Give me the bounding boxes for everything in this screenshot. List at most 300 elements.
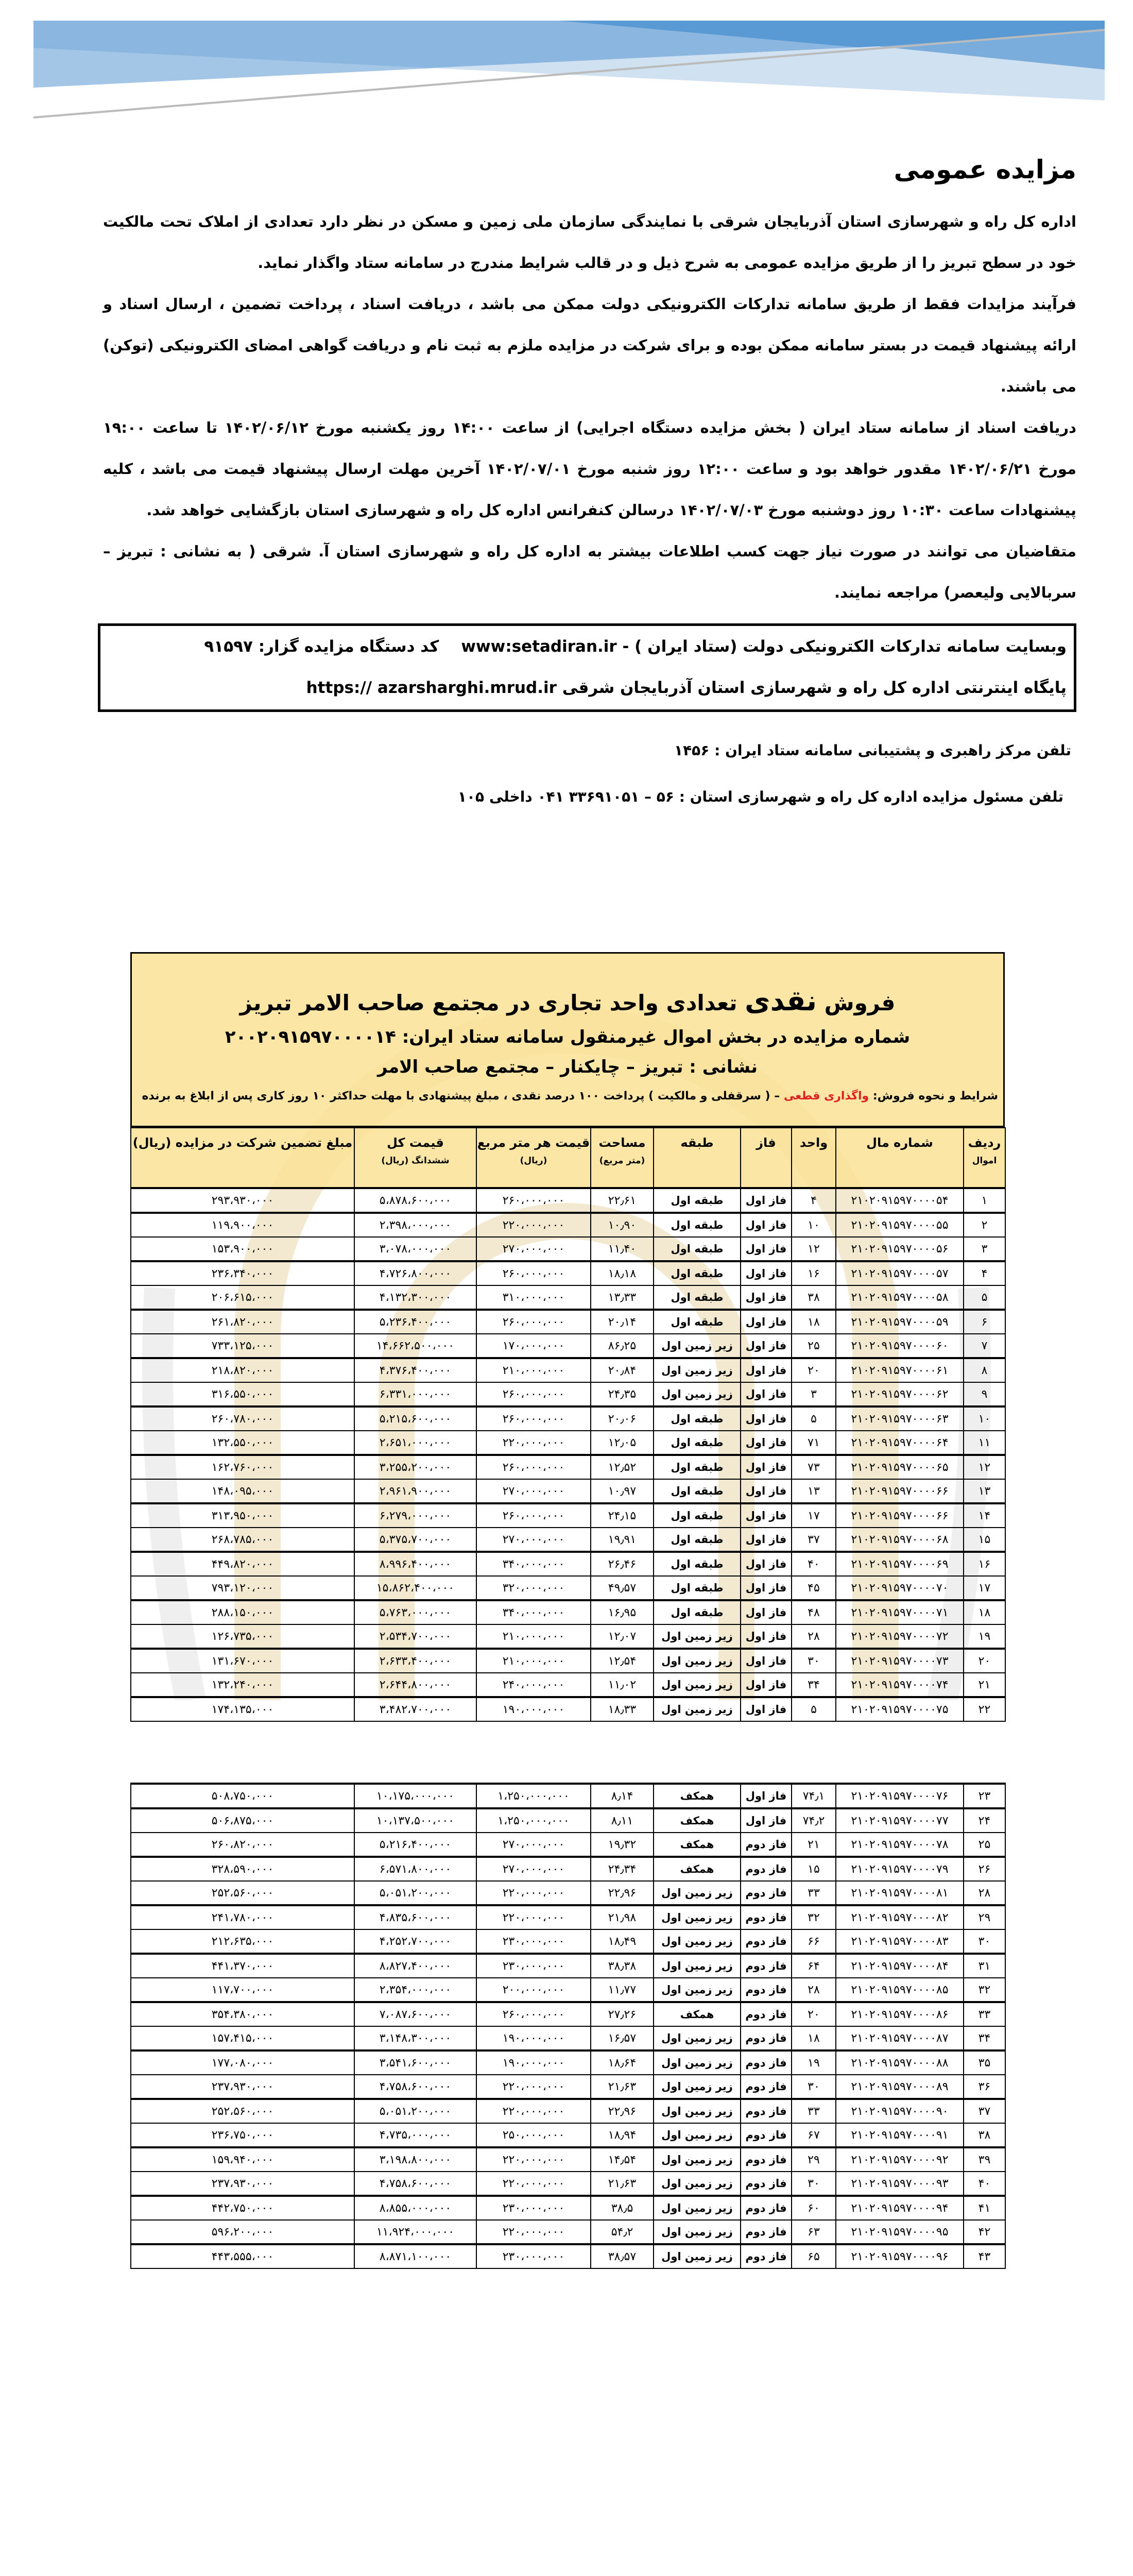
- cell-guarantee-amount: ۱۶۲،۷۶۰،۰۰۰: [131, 1455, 354, 1479]
- cell-price-per-sqm: ۲۱۰،۰۰۰،۰۰۰: [476, 1624, 591, 1649]
- table-title-block: [130, 952, 1005, 1127]
- cell-total-price: ۷،۰۸۷،۶۰۰،۰۰۰: [354, 2002, 476, 2026]
- cell-row-number: ۳۹: [964, 2147, 1005, 2172]
- cell-floor: زیر زمین اول: [654, 1382, 741, 1406]
- table-row: [131, 2075, 1005, 2099]
- cell-phase: فاز اول: [741, 1285, 792, 1310]
- cell-guarantee-amount: ۱۵۷،۴۱۵،۰۰۰: [131, 2026, 354, 2050]
- cell-unit: ۱۰: [792, 1213, 836, 1237]
- cell-total-price: ۴،۷۵۸،۶۰۰،۰۰۰: [354, 2075, 476, 2099]
- cell-unit: ۱۸: [792, 2026, 836, 2050]
- cell-area: ۱۶٫۹۵: [591, 1600, 654, 1624]
- cell-property-number: ۲۱۰۲۰۹۱۵۹۷۰۰۰۰۹۱: [836, 2123, 964, 2147]
- cell-floor: همکف: [654, 1833, 741, 1857]
- cell-row-number: ۱۰: [964, 1406, 1005, 1431]
- cell-phase: فاز دوم: [741, 2196, 792, 2220]
- cell-property-number: ۲۱۰۲۰۹۱۵۹۷۰۰۰۰۶۶: [836, 1503, 964, 1528]
- cell-phase: فاز دوم: [741, 1833, 792, 1857]
- setad-website-line: [108, 626, 1067, 667]
- cell-floor: زیر زمین اول: [654, 2244, 741, 2268]
- cell-property-number: ۲۱۰۲۰۹۱۵۹۷۰۰۰۰۵۶: [836, 1237, 964, 1261]
- cell-area: ۲۴٫۱۵: [591, 1503, 654, 1528]
- table-row: [131, 1673, 1005, 1697]
- cell-property-number: ۲۱۰۲۰۹۱۵۹۷۰۰۰۰۷۶: [836, 1784, 964, 1808]
- cell-area: ۱۱٫۴۰: [591, 1237, 654, 1261]
- cell-property-number: ۲۱۰۲۰۹۱۵۹۷۰۰۰۰۹۲: [836, 2147, 964, 2172]
- cell-guarantee-amount: ۷۳۳،۱۲۵،۰۰۰: [131, 1334, 354, 1358]
- cell-unit: ۳۳: [792, 2099, 836, 2123]
- cell-area: ۲۱٫۹۸: [591, 1905, 654, 1929]
- cell-price-per-sqm: ۲۷۰،۰۰۰،۰۰۰: [476, 1528, 591, 1552]
- table-row: [131, 2050, 1005, 2075]
- cell-phase: فاز اول: [741, 1237, 792, 1261]
- cell-unit: ۱۶: [792, 1261, 836, 1285]
- cell-row-number: ۳۳: [964, 2002, 1005, 2026]
- body-text: [103, 201, 1076, 807]
- cell-row-number: ۱۲: [964, 1455, 1005, 1479]
- table-row: [131, 1382, 1005, 1406]
- cell-price-per-sqm: ۱،۲۵۰،۰۰۰،۰۰۰: [476, 1808, 591, 1833]
- cell-unit: ۲۸: [792, 1978, 836, 2002]
- cell-floor: زیر زمین اول: [654, 2123, 741, 2147]
- cell-property-number: ۲۱۰۲۰۹۱۵۹۷۰۰۰۰۶۵: [836, 1455, 964, 1479]
- cell-property-number: ۲۱۰۲۰۹۱۵۹۷۰۰۰۰۸۴: [836, 1954, 964, 1978]
- cell-unit: ۲۸: [792, 1624, 836, 1649]
- cell-guarantee-amount: ۴۴۲،۷۵۰،۰۰۰: [131, 2196, 354, 2220]
- cell-price-per-sqm: ۲۴۰،۰۰۰،۰۰۰: [476, 1673, 591, 1697]
- portal-website-line: [108, 667, 1067, 708]
- cell-area: ۱۱٫۰۲: [591, 1673, 654, 1697]
- cell-price-per-sqm: ۱۹۰،۰۰۰،۰۰۰: [476, 1697, 591, 1721]
- auction-table-1: [130, 952, 1005, 1722]
- cell-guarantee-amount: ۲۵۲،۵۶۰،۰۰۰: [131, 1881, 354, 1905]
- cell-total-price: ۱۱،۹۲۴،۰۰۰،۰۰۰: [354, 2220, 476, 2244]
- cell-floor: زیر زمین اول: [654, 1929, 741, 1954]
- auction-officer-phone: تلفن مسئول مزایده اداره کل راه و شهرسازی استان : ۵۶ – ۳۳۶۹۱۰۵۱ ۰۴۱ داخلی ۱۰۵: [457, 788, 1063, 805]
- cell-area: ۱۳٫۳۳: [591, 1285, 654, 1310]
- cell-phase: فاز دوم: [741, 2147, 792, 2172]
- cell-area: ۱۲٫۵۴: [591, 1649, 654, 1673]
- cell-total-price: ۸،۸۵۵،۰۰۰،۰۰۰: [354, 2196, 476, 2220]
- cell-total-price: ۴،۱۳۲،۳۰۰،۰۰۰: [354, 1285, 476, 1310]
- cell-property-number: ۲۱۰۲۰۹۱۵۹۷۰۰۰۰۵۷: [836, 1261, 964, 1285]
- cell-phase: فاز دوم: [741, 2050, 792, 2075]
- cell-row-number: ۲۴: [964, 1808, 1005, 1833]
- cell-row-number: ۳: [964, 1237, 1005, 1261]
- cell-area: ۲۲٫۹۶: [591, 1881, 654, 1905]
- cell-floor: زیر زمین اول: [654, 1905, 741, 1929]
- table-row: [131, 1528, 1005, 1552]
- cell-price-per-sqm: ۲۳۰،۰۰۰،۰۰۰: [476, 2196, 591, 2220]
- cell-floor: طبقه اول: [654, 1552, 741, 1576]
- cell-area: ۱۲٫۰۵: [591, 1431, 654, 1455]
- cell-price-per-sqm: ۳۱۰،۰۰۰،۰۰۰: [476, 1285, 591, 1310]
- cell-unit: ۲۹: [792, 2147, 836, 2172]
- table-row: [131, 1576, 1005, 1600]
- cell-guarantee-amount: ۱۱۹،۹۰۰،۰۰۰: [131, 1213, 354, 1237]
- table-row: [131, 1358, 1005, 1382]
- cell-guarantee-amount: ۲۵۲،۵۶۰،۰۰۰: [131, 2099, 354, 2123]
- cell-unit: ۴۸: [792, 1600, 836, 1624]
- cell-row-number: ۲۸: [964, 1881, 1005, 1905]
- cell-property-number: ۲۱۰۲۰۹۱۵۹۷۰۰۰۰۷۳: [836, 1649, 964, 1673]
- cell-price-per-sqm: ۲۲۰،۰۰۰،۰۰۰: [476, 1881, 591, 1905]
- cell-phase: فاز اول: [741, 1310, 792, 1334]
- cell-price-per-sqm: ۲۶۰،۰۰۰،۰۰۰: [476, 1310, 591, 1334]
- cell-guarantee-amount: ۲۳۶،۷۵۰،۰۰۰: [131, 2123, 354, 2147]
- cell-area: ۲۶٫۴۶: [591, 1552, 654, 1576]
- cell-price-per-sqm: ۲۲۰،۰۰۰،۰۰۰: [476, 1431, 591, 1455]
- cell-phase: فاز دوم: [741, 2026, 792, 2050]
- cell-total-price: ۳،۵۴۱،۶۰۰،۰۰۰: [354, 2050, 476, 2075]
- cell-floor: طبقه اول: [654, 1528, 741, 1552]
- cell-price-per-sqm: ۱۹۰،۰۰۰،۰۰۰: [476, 2026, 591, 2050]
- table-row: [131, 1624, 1005, 1649]
- cell-guarantee-amount: ۲۴۱،۷۸۰،۰۰۰: [131, 1905, 354, 1929]
- cell-floor: طبقه اول: [654, 1576, 741, 1600]
- cell-unit: ۳۷: [792, 1528, 836, 1552]
- cell-phase: فاز اول: [741, 1528, 792, 1552]
- cell-floor: زیر زمین اول: [654, 1954, 741, 1978]
- cell-area: ۸٫۱۴: [591, 1784, 654, 1808]
- cell-price-per-sqm: ۲۱۰،۰۰۰،۰۰۰: [476, 1649, 591, 1673]
- cell-row-number: ۳۵: [964, 2050, 1005, 2075]
- cell-area: ۲۰٫۰۶: [591, 1406, 654, 1431]
- cell-floor: زیر زمین اول: [654, 1978, 741, 2002]
- cell-property-number: ۲۱۰۲۰۹۱۵۹۷۰۰۰۰۵۸: [836, 1285, 964, 1310]
- cell-unit: ۳۲: [792, 1905, 836, 1929]
- cell-total-price: ۲،۵۳۴،۷۰۰،۰۰۰: [354, 1624, 476, 1649]
- cell-price-per-sqm: ۲۳۰،۰۰۰،۰۰۰: [476, 1929, 591, 1954]
- cell-total-price: ۴،۷۵۸،۶۰۰،۰۰۰: [354, 2172, 476, 2196]
- table-row: [131, 1857, 1005, 1881]
- cell-floor: زیر زمین اول: [654, 2220, 741, 2244]
- column-unit: ششدانگ (ریال): [381, 1156, 450, 1166]
- cell-guarantee-amount: ۴۴۳،۵۵۵،۰۰۰: [131, 2244, 354, 2268]
- auction-table-2: [130, 1783, 1005, 2269]
- cell-area: ۳۸٫۵۷: [591, 2244, 654, 2268]
- cell-unit: ۶۰: [792, 2196, 836, 2220]
- cell-total-price: ۳،۱۹۸،۸۰۰،۰۰۰: [354, 2147, 476, 2172]
- column-label: مساحت: [598, 1136, 646, 1150]
- cell-phase: فاز دوم: [741, 1857, 792, 1881]
- cell-total-price: ۲،۳۵۴،۰۰۰،۰۰۰: [354, 1978, 476, 2002]
- column-header-floor: [654, 1128, 741, 1188]
- cell-total-price: ۴،۲۵۲،۷۰۰،۰۰۰: [354, 1929, 476, 1954]
- cell-price-per-sqm: ۲۶۰،۰۰۰،۰۰۰: [476, 1261, 591, 1285]
- table-row: [131, 1649, 1005, 1673]
- cell-unit: ۱۳: [792, 1479, 836, 1503]
- cell-guarantee-amount: ۱۴۸،۰۹۵،۰۰۰: [131, 1479, 354, 1503]
- cell-row-number: ۴: [964, 1261, 1005, 1285]
- cell-unit: ۵: [792, 1406, 836, 1431]
- cell-price-per-sqm: ۳۲۰،۰۰۰،۰۰۰: [476, 1576, 591, 1600]
- cell-guarantee-amount: ۳۲۸،۵۹۰،۰۰۰: [131, 1857, 354, 1881]
- cell-unit: ۷۴٫۱: [792, 1784, 836, 1808]
- cell-guarantee-amount: ۲۶۸،۷۸۵،۰۰۰: [131, 1528, 354, 1552]
- table-row: [131, 1479, 1005, 1503]
- table-row: [131, 1881, 1005, 1905]
- properties-table-continued: [130, 1783, 1006, 2269]
- cell-price-per-sqm: ۲۰۰،۰۰۰،۰۰۰: [476, 1978, 591, 2002]
- cell-area: ۱۲٫۵۲: [591, 1455, 654, 1479]
- cell-floor: زیر زمین اول: [654, 1358, 741, 1382]
- cell-phase: فاز اول: [741, 1673, 792, 1697]
- cell-row-number: ۲۶: [964, 1857, 1005, 1881]
- cell-total-price: ۳،۰۷۸،۰۰۰،۰۰۰: [354, 1237, 476, 1261]
- cell-total-price: ۱۵،۸۶۲،۴۰۰،۰۰۰: [354, 1576, 476, 1600]
- cell-area: ۱۰٫۹۰: [591, 1213, 654, 1237]
- cell-guarantee-amount: ۱۳۱،۶۷۰،۰۰۰: [131, 1649, 354, 1673]
- cell-total-price: ۴،۸۳۵،۶۰۰،۰۰۰: [354, 1905, 476, 1929]
- cell-guarantee-amount: ۷۹۳،۱۲۰،۰۰۰: [131, 1576, 354, 1600]
- cell-total-price: ۱۴،۶۶۲،۵۰۰،۰۰۰: [354, 1334, 476, 1358]
- cell-price-per-sqm: ۲۶۰،۰۰۰،۰۰۰: [476, 2002, 591, 2026]
- setad-website-link[interactable]: www:setadiran.ir: [461, 637, 617, 656]
- table-row: [131, 1978, 1005, 2002]
- table-row: [131, 2172, 1005, 2196]
- table-row: [131, 1600, 1005, 1624]
- cell-property-number: ۲۱۰۲۰۹۱۵۹۷۰۰۰۰۹۰: [836, 2099, 964, 2123]
- cell-property-number: ۲۱۰۲۰۹۱۵۹۷۰۰۰۰۸۳: [836, 1929, 964, 1954]
- column-label: ردیف: [968, 1136, 1001, 1150]
- table-title: فروش نقدی تعدادی واحد تجاری در مجتمع صاحب الامر تبریز: [239, 985, 896, 1017]
- cell-guarantee-amount: ۲۱۸،۸۲۰،۰۰۰: [131, 1358, 354, 1382]
- cell-guarantee-amount: ۲۶۱،۸۲۰،۰۰۰: [131, 1310, 354, 1334]
- column-label: قیمت هر متر مربع: [477, 1136, 590, 1150]
- cell-row-number: ۲۲: [964, 1697, 1005, 1721]
- cell-price-per-sqm: ۲۲۰،۰۰۰،۰۰۰: [476, 2172, 591, 2196]
- cell-floor: زیر زمین اول: [654, 2147, 741, 2172]
- cell-unit: ۴: [792, 1188, 836, 1213]
- cell-row-number: ۷: [964, 1334, 1005, 1358]
- cell-row-number: ۴۰: [964, 2172, 1005, 2196]
- column-header-property-number: [836, 1128, 964, 1188]
- property-address: نشانی : تبریز – چایکنار – مجتمع صاحب الامر: [377, 1057, 758, 1077]
- cell-property-number: ۲۱۰۲۰۹۱۵۹۷۰۰۰۰۶۳: [836, 1406, 964, 1431]
- cell-area: ۳۸٫۵: [591, 2196, 654, 2220]
- cell-guarantee-amount: ۱۱۷،۷۰۰،۰۰۰: [131, 1978, 354, 2002]
- cell-total-price: ۳،۲۵۵،۲۰۰،۰۰۰: [354, 1455, 476, 1479]
- cell-unit: ۲۱: [792, 1833, 836, 1857]
- cell-guarantee-amount: ۳۵۴،۳۸۰،۰۰۰: [131, 2002, 354, 2026]
- cell-total-price: ۵،۰۵۱،۲۰۰،۰۰۰: [354, 1881, 476, 1905]
- column-header-phase: [741, 1128, 792, 1188]
- column-label: قیمت کل: [387, 1136, 444, 1150]
- cell-unit: ۴۰: [792, 1552, 836, 1576]
- cell-guarantee-amount: ۲۸۸،۱۵۰،۰۰۰: [131, 1600, 354, 1624]
- cell-total-price: ۵،۳۷۵،۷۰۰،۰۰۰: [354, 1528, 476, 1552]
- cell-guarantee-amount: ۲۳۶،۳۴۰،۰۰۰: [131, 1261, 354, 1285]
- cell-row-number: ۱۴: [964, 1503, 1005, 1528]
- cell-row-number: ۲۰: [964, 1649, 1005, 1673]
- cell-row-number: ۱۷: [964, 1576, 1005, 1600]
- cell-property-number: ۲۱۰۲۰۹۱۵۹۷۰۰۰۰۶۴: [836, 1431, 964, 1455]
- cell-phase: فاز اول: [741, 1455, 792, 1479]
- cell-row-number: ۳۸: [964, 2123, 1005, 2147]
- cell-row-number: ۴۱: [964, 2196, 1005, 2220]
- cell-phase: فاز اول: [741, 1358, 792, 1382]
- cell-property-number: ۲۱۰۲۰۹۱۵۹۷۰۰۰۰۷۸: [836, 1833, 964, 1857]
- cell-guarantee-amount: ۲۳۷،۹۳۰،۰۰۰: [131, 2172, 354, 2196]
- cell-phase: فاز اول: [741, 1624, 792, 1649]
- cell-price-per-sqm: ۱۹۰،۰۰۰،۰۰۰: [476, 2050, 591, 2075]
- cell-row-number: ۳۲: [964, 1978, 1005, 2002]
- cell-phase: فاز دوم: [741, 2075, 792, 2099]
- cell-price-per-sqm: ۲۱۰،۰۰۰،۰۰۰: [476, 1358, 591, 1382]
- portal-website-link[interactable]: https:// azarsharghi.mrud.ir: [306, 679, 557, 697]
- cell-floor: زیر زمین اول: [654, 1673, 741, 1697]
- cell-area: ۱۶٫۵۷: [591, 2026, 654, 2050]
- table-row: [131, 1261, 1005, 1285]
- cell-price-per-sqm: ۲۷۰،۰۰۰،۰۰۰: [476, 1479, 591, 1503]
- column-label: طبقه: [680, 1136, 714, 1150]
- cell-unit: ۳۸: [792, 1285, 836, 1310]
- cell-unit: ۷۴٫۲: [792, 1808, 836, 1833]
- properties-table: [130, 1127, 1006, 1722]
- cell-price-per-sqm: ۲۲۰،۰۰۰،۰۰۰: [476, 1905, 591, 1929]
- cell-guarantee-amount: ۱۵۹،۹۴۰،۰۰۰: [131, 2147, 354, 2172]
- cell-total-price: ۸،۸۷۱،۱۰۰،۰۰۰: [354, 2244, 476, 2268]
- cell-property-number: ۲۱۰۲۰۹۱۵۹۷۰۰۰۰۹۶: [836, 2244, 964, 2268]
- cell-area: ۱۸٫۶۴: [591, 2050, 654, 2075]
- cell-total-price: ۵،۲۳۶،۴۰۰،۰۰۰: [354, 1310, 476, 1334]
- cell-area: ۱۸٫۹۴: [591, 2123, 654, 2147]
- cell-guarantee-amount: ۲۳۷،۹۳۰،۰۰۰: [131, 2075, 354, 2099]
- cell-price-per-sqm: ۲۲۰،۰۰۰،۰۰۰: [476, 2147, 591, 2172]
- table-row: [131, 1310, 1005, 1334]
- cell-floor: زیر زمین اول: [654, 2075, 741, 2099]
- column-header-price-per-sqm: [476, 1128, 591, 1188]
- cell-total-price: ۴،۷۳۵،۰۰۰،۰۰۰: [354, 2123, 476, 2147]
- cell-property-number: ۲۱۰۲۰۹۱۵۹۷۰۰۰۰۷۴: [836, 1673, 964, 1697]
- cell-property-number: ۲۱۰۲۰۹۱۵۹۷۰۰۰۰۷۷: [836, 1808, 964, 1833]
- cell-row-number: ۱۵: [964, 1528, 1005, 1552]
- cell-total-price: ۶،۵۷۱،۸۰۰،۰۰۰: [354, 1857, 476, 1881]
- cell-phase: فاز دوم: [741, 1881, 792, 1905]
- cell-row-number: ۱۳: [964, 1479, 1005, 1503]
- cell-property-number: ۲۱۰۲۰۹۱۵۹۷۰۰۰۰۵۹: [836, 1310, 964, 1334]
- cell-unit: ۱۸: [792, 1310, 836, 1334]
- cell-total-price: ۱۰،۱۳۷،۵۰۰،۰۰۰: [354, 1808, 476, 1833]
- cell-price-per-sqm: ۲۳۰،۰۰۰،۰۰۰: [476, 1954, 591, 1978]
- cell-area: ۱۰٫۹۷: [591, 1479, 654, 1503]
- cell-row-number: ۶: [964, 1310, 1005, 1334]
- cell-property-number: ۲۱۰۲۰۹۱۵۹۷۰۰۰۰۶۲: [836, 1382, 964, 1406]
- column-header-unit: [792, 1128, 836, 1188]
- cell-price-per-sqm: ۲۷۰،۰۰۰،۰۰۰: [476, 1833, 591, 1857]
- cell-phase: فاز دوم: [741, 2220, 792, 2244]
- column-header-guarantee-amount: [131, 1128, 354, 1188]
- cell-row-number: ۱۶: [964, 1552, 1005, 1576]
- cell-floor: زیر زمین اول: [654, 1624, 741, 1649]
- portal-website-label: پایگاه اینترنتی اداره کل راه و شهرسازی استان آذربایجان شرقی: [562, 679, 1067, 697]
- cell-price-per-sqm: ۳۴۰،۰۰۰،۰۰۰: [476, 1600, 591, 1624]
- column-header-total-price: [354, 1128, 476, 1188]
- cell-row-number: ۳۶: [964, 2075, 1005, 2099]
- cell-guarantee-amount: ۵۰۸،۷۵۰،۰۰۰: [131, 1784, 354, 1808]
- cell-row-number: ۸: [964, 1358, 1005, 1382]
- cell-guarantee-amount: ۲۶۰،۷۸۰،۰۰۰: [131, 1406, 354, 1431]
- cell-floor: طبقه اول: [654, 1237, 741, 1261]
- cell-row-number: ۳۴: [964, 2026, 1005, 2050]
- cell-price-per-sqm: ۲۷۰،۰۰۰،۰۰۰: [476, 1237, 591, 1261]
- cell-area: ۱۸٫۳۳: [591, 1697, 654, 1721]
- cell-guarantee-amount: ۲۶۰،۸۲۰،۰۰۰: [131, 1833, 354, 1857]
- table-row: [131, 2099, 1005, 2123]
- cell-floor: زیر زمین اول: [654, 2026, 741, 2050]
- cell-row-number: ۴۲: [964, 2220, 1005, 2244]
- cell-phase: فاز اول: [741, 1552, 792, 1576]
- cell-total-price: ۴،۷۲۶،۸۰۰،۰۰۰: [354, 1261, 476, 1285]
- cell-unit: ۷۱: [792, 1431, 836, 1455]
- cell-unit: ۴۵: [792, 1576, 836, 1600]
- cell-phase: فاز دوم: [741, 1905, 792, 1929]
- cell-floor: همکف: [654, 2002, 741, 2026]
- cell-total-price: ۲،۳۹۸،۰۰۰،۰۰۰: [354, 1213, 476, 1237]
- process-paragraph: فرآیند مزایدات فقط از طریق سامانه تدارکات الکترونیکی دولت ممکن می باشد ، دریافت اسناد ، پرداخت تضمین ، ارسال اسناد و ارائه پیشنهاد قیمت در بستر سامانه ممکن بوده و برای شرکت در مزایده ملزم به ثبت نام و دریافت گواهی امضای الکترونیکی (توکن) می باشند.: [103, 295, 1076, 395]
- cell-property-number: ۲۱۰۲۰۹۱۵۹۷۰۰۰۰۶۸: [836, 1528, 964, 1552]
- cell-price-per-sqm: ۲۲۰،۰۰۰،۰۰۰: [476, 2220, 591, 2244]
- cell-property-number: ۲۱۰۲۰۹۱۵۹۷۰۰۰۰۷۰: [836, 1576, 964, 1600]
- cell-total-price: ۴،۳۷۶،۴۰۰،۰۰۰: [354, 1358, 476, 1382]
- cell-area: ۱۸٫۱۸: [591, 1261, 654, 1285]
- cell-guarantee-amount: ۲۱۲،۶۳۵،۰۰۰: [131, 1929, 354, 1954]
- cell-area: ۲۲٫۶۱: [591, 1188, 654, 1213]
- cell-phase: فاز اول: [741, 1503, 792, 1528]
- cell-floor: طبقه اول: [654, 1600, 741, 1624]
- cell-row-number: ۴۳: [964, 2244, 1005, 2268]
- cell-row-number: ۲۱: [964, 1673, 1005, 1697]
- cell-price-per-sqm: ۲۶۰،۰۰۰،۰۰۰: [476, 1455, 591, 1479]
- sale-conditions: شرایط و نحوه فروش: واگذاری قطعی – ( سرقفلی و مالکیت ) پرداخت ۱۰۰ درصد نقدی ، مبلغ پیشنهادی با مهلت حداکثر ۱۰ روز کاری پس از ابلاغ به برنده: [142, 1090, 998, 1103]
- table-row: [131, 1954, 1005, 1978]
- cell-row-number: ۳۰: [964, 1929, 1005, 1954]
- cell-total-price: ۳،۱۴۸،۳۰۰،۰۰۰: [354, 2026, 476, 2050]
- cell-row-number: ۱۱: [964, 1431, 1005, 1455]
- cell-property-number: ۲۱۰۲۰۹۱۵۹۷۰۰۰۰۶۰: [836, 1334, 964, 1358]
- cell-unit: ۶۷: [792, 2123, 836, 2147]
- cell-phase: فاز دوم: [741, 2002, 792, 2026]
- cell-phase: فاز اول: [741, 1213, 792, 1237]
- cell-guarantee-amount: ۱۷۴،۱۳۵،۰۰۰: [131, 1697, 354, 1721]
- cell-unit: ۲۰: [792, 1358, 836, 1382]
- cell-phase: فاز اول: [741, 1649, 792, 1673]
- cell-area: ۲۰٫۱۴: [591, 1310, 654, 1334]
- cell-unit: ۳۰: [792, 1649, 836, 1673]
- support-phone: تلفن مرکز راهبری و پشتیبانی سامانه ستاد ایران : ۱۴۵۶: [674, 742, 1071, 759]
- cell-unit: ۱۵: [792, 1857, 836, 1881]
- table-row: [131, 1455, 1005, 1479]
- table-row: [131, 1833, 1005, 1857]
- cell-total-price: ۲،۶۴۴،۸۰۰،۰۰۰: [354, 1673, 476, 1697]
- column-label: شماره مال: [866, 1136, 933, 1150]
- cell-total-price: ۵،۲۱۶،۴۰۰،۰۰۰: [354, 1833, 476, 1857]
- cell-area: ۲۰٫۸۴: [591, 1358, 654, 1382]
- cell-floor: طبقه اول: [654, 1479, 741, 1503]
- cell-phase: فاز اول: [741, 1406, 792, 1431]
- cell-unit: ۳۴: [792, 1673, 836, 1697]
- contact-paragraph: متقاضیان می توانند در صورت نیاز جهت کسب اطلاعات بیشتر به اداره کل راه و شهرسازی استان آ. شرقی ( به نشانی : تبریز – سربالایی ولیعصر) مراجعه نمایند.: [103, 543, 1076, 601]
- table-row: [131, 1808, 1005, 1833]
- cell-guarantee-amount: ۱۵۳،۹۰۰،۰۰۰: [131, 1237, 354, 1261]
- cell-phase: فاز اول: [741, 1479, 792, 1503]
- cell-guarantee-amount: ۴۴۱،۳۷۰،۰۰۰: [131, 1954, 354, 1978]
- cell-unit: ۱۹: [792, 2050, 836, 2075]
- cell-property-number: ۲۱۰۲۰۹۱۵۹۷۰۰۰۰۸۵: [836, 1978, 964, 2002]
- cell-price-per-sqm: ۲۳۰،۰۰۰،۰۰۰: [476, 2244, 591, 2268]
- cell-phase: فاز اول: [741, 1784, 792, 1808]
